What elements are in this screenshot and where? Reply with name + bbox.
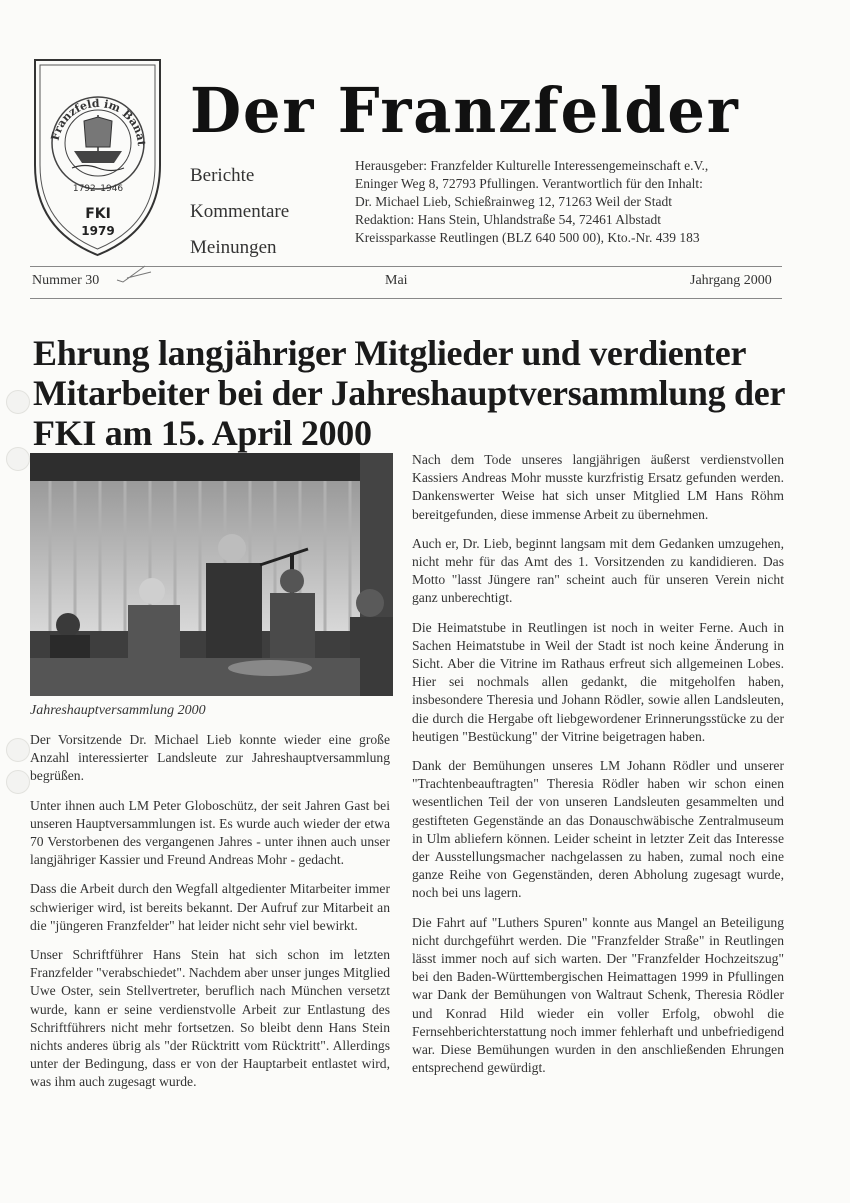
issue-number: Nummer 30 [32, 273, 100, 288]
paragraph: Dass die Arbeit durch den Wegfall altgedienter Mitarbeiter immer schwieriger wird, ist bereits bekannt. Der Aufruf zur Mitarbeit an die "jüngeren Franzfelder" hat leider nicht sehr viel bewirkt. [30, 881, 390, 933]
publisher-info [355, 157, 708, 247]
punch-hole [6, 447, 30, 471]
paragraph: Dank der Bemühungen unseres LM Johann Rödler und unserer "Trachtenbeauftragten" Theresia Rödler haben wir schon einen wesentlichen Teil der von unseren Landsleuten gesammelten und gestifteten Gegenstände an das Donauschwäbische Zentralmuseum in Ulm abliefern können. Leider scheint in letzter Zeit das Interesse der Ausstellungsmacher nachgelassen zu haben, zumal noch eine ganze Reihe von Gegenständen, deren Abholung zugesagt wurde, noch bei uns lagern. [412, 758, 784, 901]
paragraph: Auch er, Dr. Lieb, beginnt langsam mit dem Gedanken umzugehen, nicht mehr für das Amt des 1. Vorsitzenden zu kandidieren. Das Motto "lasst Jüngere ran" scheint auch für unseren Verein nicht ganz unberechtigt. [412, 535, 784, 606]
section-label: Berichte [190, 165, 255, 186]
paragraph: Die Heimatstube in Reutlingen ist noch in weiter Ferne. Auch in Sachen Heimatstube in Weil der Stadt ist noch keine Änderung in Sicht. Aber die Vitrine im Rathaus erfreut sich allgemeinen Lobes. Hier sei nochmals allen gedankt, die mitgeholfen haben, insbesondere Theresia und Johann Rödler, sowie allen Landsleuten, die durch die Hergabe oft liebgewordener Erinnerungsstücke zu der heutigen "Bestückung" der Vitrine beigetragen haben. [412, 619, 784, 744]
publisher-line: Kreissparkasse Reutlingen (BLZ 640 500 00), Kto.-Nr. 439 183 [355, 230, 700, 245]
publisher-line: Eninger Weg 8, 72793 Pfullingen. Verantwortlich für den Inhalt: [355, 176, 703, 191]
publisher-line: Dr. Michael Lieb, Schießrainweg 12, 71263 Weil der Stadt [355, 194, 672, 209]
publisher-line: Redaktion: Hans Stein, Uhlandstraße 54, 72461 Albstadt [355, 212, 661, 227]
issue-year: Jahrgang 2000 [690, 273, 772, 288]
section-label: Kommentare [190, 201, 290, 222]
paragraph: Unter ihnen auch LM Peter Globoschütz, der seit Jahren Gast bei unseren Hauptversammlungen ist. Es wurde auch wieder der etwa 70 Verstorbenen des vergangenen Jahres - unter ihnen auch unser langjähriger Kassier und Freund Andreas Mohr - gedacht. [30, 797, 390, 868]
handwritten-mark [115, 262, 155, 284]
crest-year: 1979 [81, 224, 115, 238]
paragraph: Die Fahrt auf "Luthers Spuren" konnte aus Mangel an Beteiligung nicht durchgeführt werden. Die "Franzfelder Straße" in Reutlingen lässt immer noch auf sich warten. Der "Franzfelder Hochzeitszug" bei den Baden-Württembergischen Heimattagen 1999 in Pfullingen war Dank der Bemühungen von Waltraut Schenk, Theresia Rödler und Konrad Hild wieder ein voller Erfolg, obwohl die Fernsehberichterstattung noch immer fehlerhaft und unbefriedigend war. Diese Bemühungen wurden in den anschließenden Ehrungen entsprechend gewürdigt. [412, 914, 784, 1076]
publisher-line: Herausgeber: Franzfelder Kulturelle Interessengemeinschaft e.V., [355, 158, 709, 173]
crest-org: FKI [85, 206, 111, 222]
meeting-photo [30, 453, 393, 696]
punch-hole [6, 390, 30, 414]
crest-arc-text: Franzfeld im Banat [48, 96, 149, 147]
paragraph: Unser Schriftführer Hans Stein hat sich schon im letzten Franzfelder "verabschiedet". Nachdem aber unser junges Mitglied Uwe Oster, sein Stellvertreter, beruflich nach München versetzt wurde, kann er seine verdienstvolle Arbeit zur Entlastung des Schriftführers nicht mehr fortsetzen. So bleibt denn Hans Stein nichts anderes übrig als "der Rücktritt vom Rücktritt". Allerdings unter der Bedingung, dass er von der Hauptarbeit entlastet wird, was ihm auch zugesagt wurde. [30, 947, 390, 1090]
masthead-sections [190, 158, 289, 266]
article-headline: Ehrung langjähriger Mitglieder und verdienter Mitarbeiter bei der Jahreshauptversammlung der FKI am 15. April 2000 [33, 333, 785, 453]
article-column-right [412, 451, 784, 1089]
article-column-left [30, 731, 390, 1103]
crest-years: 1792–1946 [72, 184, 124, 194]
issue-month: Mai [385, 273, 408, 288]
fki-crest-logo [30, 55, 165, 260]
section-label: Meinungen [190, 237, 277, 258]
punch-hole [6, 770, 30, 794]
rule-bottom [30, 298, 782, 299]
paragraph: Nach dem Tode unseres langjährigen äußerst verdienstvollen Kassiers Andreas Mohr musste kurzfristig Ersatz gefunden werden. Dankenswerter Weise hat sich unser Mitglied LM Hans Röhm bereitgefunden, diese immense Arbeit zu übernehmen. [412, 452, 784, 522]
masthead-title: Der Franzfelder [190, 74, 740, 147]
paragraph: Der Vorsitzende Dr. Michael Lieb konnte wieder eine große Anzahl interessierter Landsleute zur Jahreshauptversammlung begrüßen. [30, 732, 390, 784]
photo-caption: Jahreshauptversammlung 2000 [30, 703, 206, 718]
punch-hole [6, 738, 30, 762]
